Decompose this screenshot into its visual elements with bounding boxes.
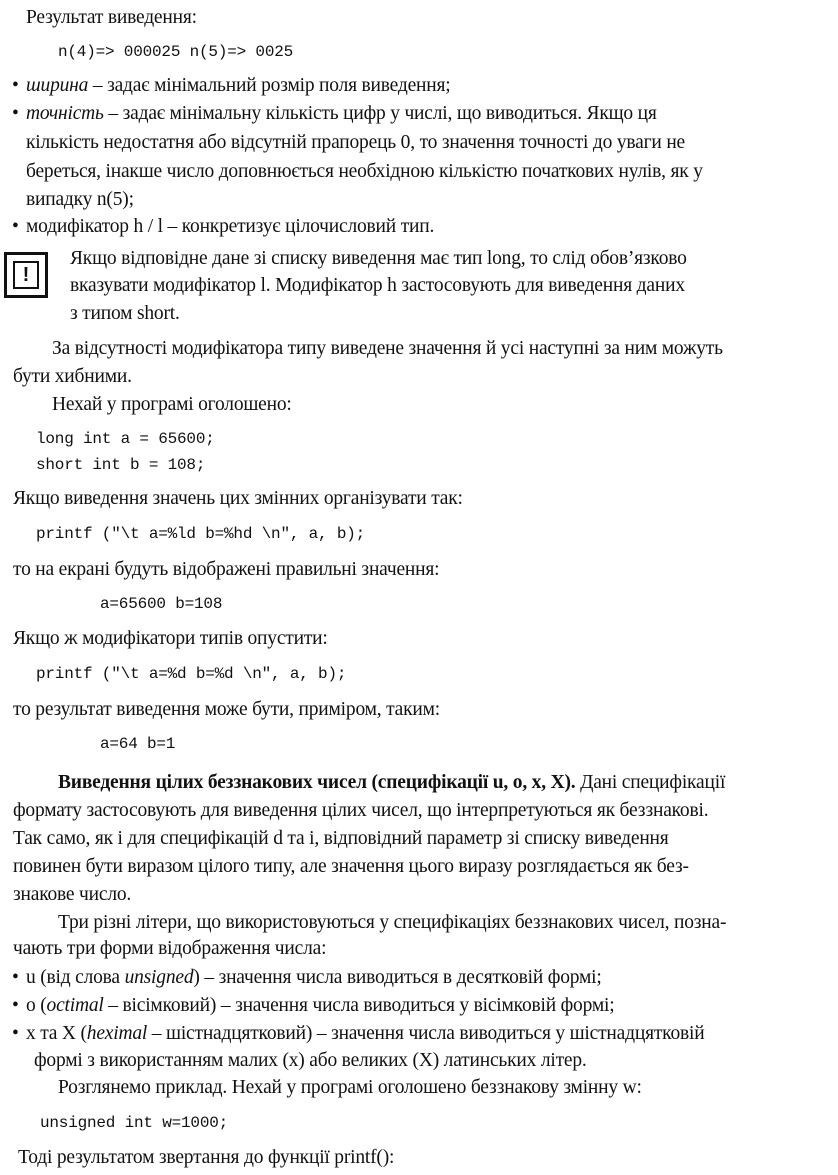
paragraph-line: бути хибними. bbox=[13, 366, 132, 387]
paragraph-line: знакове число. bbox=[13, 884, 132, 905]
result-label: Результат виведення: bbox=[26, 7, 197, 28]
paragraph-line: то результат виведення може бути, приміром, таким: bbox=[13, 699, 440, 720]
code-output-n4-n5: n(4)=> 000025 n(5)=> 0025 bbox=[58, 43, 294, 61]
text-line: формі з використанням малих (x) або великих (X) латинських літер. bbox=[34, 1050, 587, 1071]
paragraph-line: Три різні літери, що використовуються у специфікаціях беззнакових чисел, позна- bbox=[58, 912, 727, 933]
list-item-precision: • точність – задає мінімальну кількість цифр у числі, що виводиться. Якщо ця bbox=[26, 101, 657, 126]
list-item-u: • u (від слова unsigned) – значення числа виводиться в десятковій формі; bbox=[26, 965, 602, 990]
paragraph-line: За відсутності модифікатора типу виведене значення й усі наступні за ним можуть bbox=[52, 338, 723, 359]
text-line: кількість недостатня або відсутній прапорець 0, то значення точності до уваги не bbox=[26, 132, 686, 153]
term-width: ширина bbox=[26, 75, 89, 96]
list-item-width: • ширина – задає мінімальний розмір поля виведення; bbox=[26, 73, 451, 98]
paragraph-line: формату застосовують для виведення цілих чисел, що інтерпретуються як беззнакові. bbox=[13, 800, 709, 821]
section-heading: Виведення цілих беззнакових чисел (специфікації u, o, x, X). bbox=[58, 772, 576, 793]
note-line: Якщо відповідне дане зі списку виведення має тип long, то слід обов’язково bbox=[70, 248, 687, 269]
code-line: short int b = 108; bbox=[36, 456, 206, 474]
paragraph-line: повинен бути виразом цілого типу, але значення цього виразу розглядається як без- bbox=[13, 856, 689, 877]
code-line: long int a = 65600; bbox=[36, 430, 215, 448]
code-line: printf ("\t a=%d b=%d \n", a, b); bbox=[36, 665, 347, 683]
paragraph-line: чають три форми відображення числа: bbox=[13, 938, 327, 959]
paragraph-line: то на екрані будуть відображені правильні значення: bbox=[13, 559, 440, 580]
list-item-modifier: • модифікатор h / l – конкретизує цілочисловий тип. bbox=[26, 214, 434, 239]
paragraph-line: Так само, як і для специфікацій d та i, відповідний параметр зі списку виведення bbox=[13, 828, 669, 849]
list-item-x: • x та X (heximal – шістнадцятковий) – значення числа виводиться у шістнадцятковій bbox=[26, 1021, 704, 1046]
note-line: з типом short. bbox=[70, 303, 180, 324]
code-line: unsigned int w=1000; bbox=[40, 1114, 229, 1132]
paragraph-line: Якщо ж модифікатори типів опустити: bbox=[13, 628, 328, 649]
term-precision: точність bbox=[26, 103, 104, 124]
code-line: printf ("\t a=%ld b=%hd \n", a, b); bbox=[36, 525, 366, 543]
paragraph-line: Розглянемо приклад. Нехай у програмі оголошено беззнакову змінну w: bbox=[58, 1077, 642, 1098]
text-line: випадку n(5); bbox=[26, 189, 134, 210]
note-line: вказувати модифікатор l. Модифікатор h застосовують для виведення даних bbox=[70, 275, 685, 296]
paragraph-line: Нехай у програмі оголошено: bbox=[52, 394, 292, 415]
list-item-o: • o (octimal – вісімковий) – значення числа виводиться у вісімковій формі; bbox=[26, 993, 614, 1018]
section-heading-line: Виведення цілих беззнакових чисел (специфікації u, o, x, X). Дані специфікації bbox=[58, 772, 726, 793]
code-output: a=64 b=1 bbox=[100, 735, 176, 753]
exclamation-note-icon: ! bbox=[4, 252, 48, 298]
paragraph-line: Якщо виведення значень цих змінних організувати так: bbox=[13, 488, 463, 509]
text-line: береться, інакше число доповнюється необхідною кількістю початкових нулів, як у bbox=[26, 161, 703, 182]
paragraph-line: Тоді результатом звертання до функції printf(): bbox=[18, 1147, 395, 1168]
code-output: a=65600 b=108 bbox=[100, 595, 223, 613]
